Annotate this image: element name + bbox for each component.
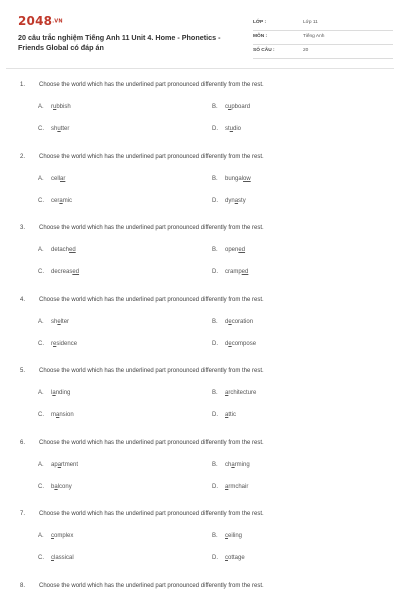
underlined-part: ar (60, 175, 66, 182)
option-letter: B. (212, 104, 218, 110)
underlined-part: e (228, 340, 232, 347)
word-part: c (225, 104, 228, 110)
word-part: open (225, 247, 239, 253)
option-letter: B. (212, 247, 218, 253)
underlined-part: c (225, 533, 228, 539)
option-word (51, 533, 73, 539)
option-letter: D. (212, 340, 218, 347)
answer-option[interactable] (38, 126, 69, 132)
word-part: rtment (61, 461, 79, 468)
answer-option[interactable] (212, 555, 245, 561)
question-number: 4. (20, 296, 26, 303)
underlined-part: a (225, 412, 229, 418)
question-number: 2. (20, 153, 26, 160)
underlined-part: a (231, 461, 235, 468)
underlined-part: c (51, 533, 54, 539)
word-part: ch (225, 461, 232, 468)
question-number: 3. (20, 225, 26, 231)
answer-option[interactable] (212, 126, 241, 132)
underlined-part: u (229, 126, 234, 132)
option-letter: D. (212, 126, 218, 132)
word-part: bbish (56, 104, 71, 110)
option-letter: B. (212, 175, 218, 182)
option-word (51, 198, 72, 204)
question-text: Choose the world which has the underlined part pronounced differently from the rest. (39, 296, 264, 303)
meta-value: Lớp 11 (303, 20, 318, 25)
meta-label: SỐ CÂU : (253, 48, 275, 53)
word-part: lter (60, 318, 70, 325)
option-word (225, 533, 242, 539)
option-word (51, 555, 74, 561)
underlined-part: u (228, 104, 232, 110)
option-word (51, 126, 69, 132)
answer-option[interactable] (212, 198, 246, 204)
word-part: ap (51, 461, 58, 468)
question-number: 1. (20, 82, 26, 88)
answer-option[interactable] (38, 462, 78, 468)
option-letter: A. (38, 175, 44, 182)
option-letter: D. (212, 555, 218, 561)
word-part: detach (51, 247, 70, 253)
underlined-part: c (51, 555, 54, 561)
word-part: rmchair (228, 483, 249, 490)
question-item (20, 368, 380, 418)
option-letter: A. (38, 461, 44, 468)
option-word (51, 412, 74, 418)
word-part: tter (60, 126, 70, 132)
word-part: sty (238, 197, 246, 204)
question-stem (20, 225, 380, 237)
option-word (51, 390, 70, 396)
question-item (20, 82, 380, 132)
question-item (20, 439, 380, 490)
option-letter: C. (38, 340, 44, 347)
document-title: 20 câu trắc nghiệm Tiếng Anh 11 Unit 4. Home - Phonetics - Friends Global có đáp án (18, 33, 221, 52)
word-part: decreas (51, 269, 73, 275)
answer-option[interactable] (38, 533, 73, 539)
answer-option[interactable] (212, 341, 256, 347)
answer-option[interactable] (212, 390, 256, 396)
word-part: r (51, 340, 53, 347)
word-part: cell (51, 175, 61, 182)
word-part: nding (55, 390, 71, 396)
question-text: Choose the world which has the underlined part pronounced differently from the rest. (39, 439, 264, 446)
question-number: 5. (20, 368, 26, 374)
word-part: m (51, 412, 56, 418)
word-part: sh (51, 126, 58, 132)
answer-option[interactable] (212, 319, 253, 325)
question-text: Choose the world which has the underlined part pronounced differently from the rest. (39, 582, 264, 589)
question-stem (20, 82, 380, 94)
underlined-part: u (53, 104, 57, 110)
answer-option[interactable] (212, 269, 248, 275)
header-divider (6, 68, 394, 69)
option-letter: D. (212, 197, 218, 204)
option-letter: A. (38, 390, 44, 396)
answer-option[interactable] (212, 176, 251, 182)
word-part: coration (231, 318, 254, 325)
option-letter: B. (212, 461, 218, 468)
underlined-part: a (57, 461, 62, 468)
word-part: cramp (225, 269, 242, 275)
answer-option[interactable] (212, 412, 236, 418)
word-part: l (51, 390, 53, 396)
option-letter: C. (38, 126, 44, 132)
meta-value: Tiếng Anh (303, 34, 325, 39)
option-word (225, 341, 256, 347)
option-word (225, 412, 236, 418)
question-stem (20, 154, 380, 166)
option-letter: A. (38, 318, 44, 325)
underlined-part: ow (243, 175, 251, 182)
question-stem (20, 511, 380, 523)
option-word (51, 104, 71, 110)
underlined-part: a (225, 390, 229, 396)
question-item (20, 225, 380, 275)
answer-option[interactable] (38, 412, 74, 418)
word-part: pboard (231, 104, 251, 110)
word-part: r (51, 104, 53, 110)
logo-sub: .VN (52, 18, 63, 25)
option-word (51, 247, 76, 253)
word-part: b (51, 483, 55, 490)
answer-option[interactable] (38, 247, 76, 253)
question-item (20, 296, 380, 347)
underlined-part: a (225, 483, 229, 490)
answer-option[interactable] (212, 104, 250, 110)
option-letter: C. (38, 269, 44, 275)
answer-option[interactable] (212, 533, 242, 539)
question-item (20, 511, 380, 561)
option-letter: D. (212, 269, 218, 275)
option-letter: A. (38, 104, 44, 110)
answer-option[interactable] (38, 555, 74, 561)
option-word (51, 176, 65, 182)
answer-option[interactable] (212, 462, 250, 468)
logo-main: 2048 (18, 14, 53, 28)
question-stem (20, 368, 380, 380)
option-letter: A. (38, 247, 44, 253)
question-text: Choose the world which has the underlined part pronounced differently from the rest. (39, 225, 264, 231)
option-letter: C. (38, 412, 44, 418)
answer-option[interactable] (38, 198, 72, 204)
underlined-part: ed (238, 247, 246, 253)
word-part: eiling (228, 533, 243, 539)
word-part: compose (231, 340, 257, 347)
answer-option[interactable] (212, 484, 248, 490)
document-header (18, 14, 382, 60)
underlined-part: a (52, 390, 56, 396)
option-word (225, 462, 250, 468)
option-word (225, 484, 248, 490)
word-part: rchitecture (228, 390, 257, 396)
answer-option[interactable] (38, 104, 71, 110)
option-letter: B. (212, 533, 218, 539)
answer-option[interactable] (212, 247, 245, 253)
underlined-part: a (54, 483, 58, 490)
option-letter: D. (212, 483, 218, 490)
underlined-part: e (228, 318, 232, 325)
underlined-part: ed (241, 269, 249, 275)
option-letter: D. (212, 412, 218, 418)
option-letter: C. (38, 483, 44, 490)
question-number: 8. (20, 582, 26, 589)
meta-label: LỚP : (253, 20, 267, 25)
option-word (225, 126, 241, 132)
underlined-part: a (56, 412, 60, 418)
underlined-part: e (53, 340, 57, 347)
option-word (225, 555, 245, 561)
question-number: 7. (20, 511, 26, 517)
answer-option[interactable] (38, 269, 79, 275)
word-part: lassical (54, 555, 74, 561)
option-word (51, 341, 77, 347)
answer-option[interactable] (38, 390, 70, 396)
meta-value: 20 (303, 48, 309, 53)
option-word (225, 198, 246, 204)
question-text: Choose the world which has the underlined part pronounced differently from the rest. (39, 368, 264, 374)
option-word (225, 390, 256, 396)
option-word (51, 462, 78, 468)
underlined-part: e (57, 318, 61, 325)
word-part: st (225, 126, 230, 132)
option-letter: B. (212, 390, 218, 396)
question-text: Choose the world which has the underlined part pronounced differently from the rest. (39, 511, 264, 517)
option-word (225, 269, 248, 275)
word-part: bungal (225, 175, 244, 182)
meta-row-class (253, 17, 393, 31)
question-item (20, 583, 380, 595)
option-word (51, 269, 79, 275)
option-letter: C. (38, 555, 44, 561)
word-part: d (225, 318, 229, 325)
question-item (20, 153, 380, 204)
word-part: omplex (54, 533, 74, 539)
option-word (225, 104, 250, 110)
question-stem (20, 297, 380, 309)
meta-label: MÔN : (253, 34, 268, 39)
answer-option[interactable] (38, 484, 72, 490)
option-word (225, 247, 245, 253)
word-part: ttic (228, 412, 237, 418)
question-text: Choose the world which has the underlined part pronounced differently from the rest. (39, 82, 264, 88)
answer-option[interactable] (38, 341, 77, 347)
word-part: rming (234, 461, 250, 468)
answer-option[interactable] (38, 319, 69, 325)
word-part: sidence (56, 340, 78, 347)
word-part: cer (51, 197, 60, 204)
underlined-part: u (57, 126, 61, 132)
word-part: d (225, 340, 229, 347)
option-word (225, 319, 253, 325)
word-part: dyn (225, 197, 235, 204)
underlined-part: a (234, 197, 239, 204)
question-text: Choose the world which has the underlined part pronounced differently from the rest. (39, 153, 264, 160)
word-part: dio (233, 126, 242, 132)
word-part: lcony (57, 483, 72, 490)
underlined-part: ed (69, 247, 76, 253)
word-part: sh (51, 318, 58, 325)
option-word (225, 176, 251, 182)
option-letter: B. (212, 318, 218, 325)
meta-row-count (253, 45, 393, 59)
meta-row-subject (253, 31, 393, 45)
word-part: nsion (59, 412, 74, 418)
option-letter: C. (38, 197, 44, 204)
question-stem (20, 440, 380, 452)
answer-option[interactable] (38, 176, 65, 182)
meta-info (253, 17, 393, 59)
option-letter: A. (38, 533, 44, 539)
option-word (51, 319, 69, 325)
underlined-part: ed (72, 269, 80, 275)
question-stem (20, 583, 380, 595)
underlined-part: a (59, 197, 63, 204)
underlined-part: c (225, 555, 228, 561)
word-part: ottage (228, 555, 245, 561)
word-part: mic (62, 197, 73, 204)
question-number: 6. (20, 439, 26, 446)
option-word (51, 484, 72, 490)
